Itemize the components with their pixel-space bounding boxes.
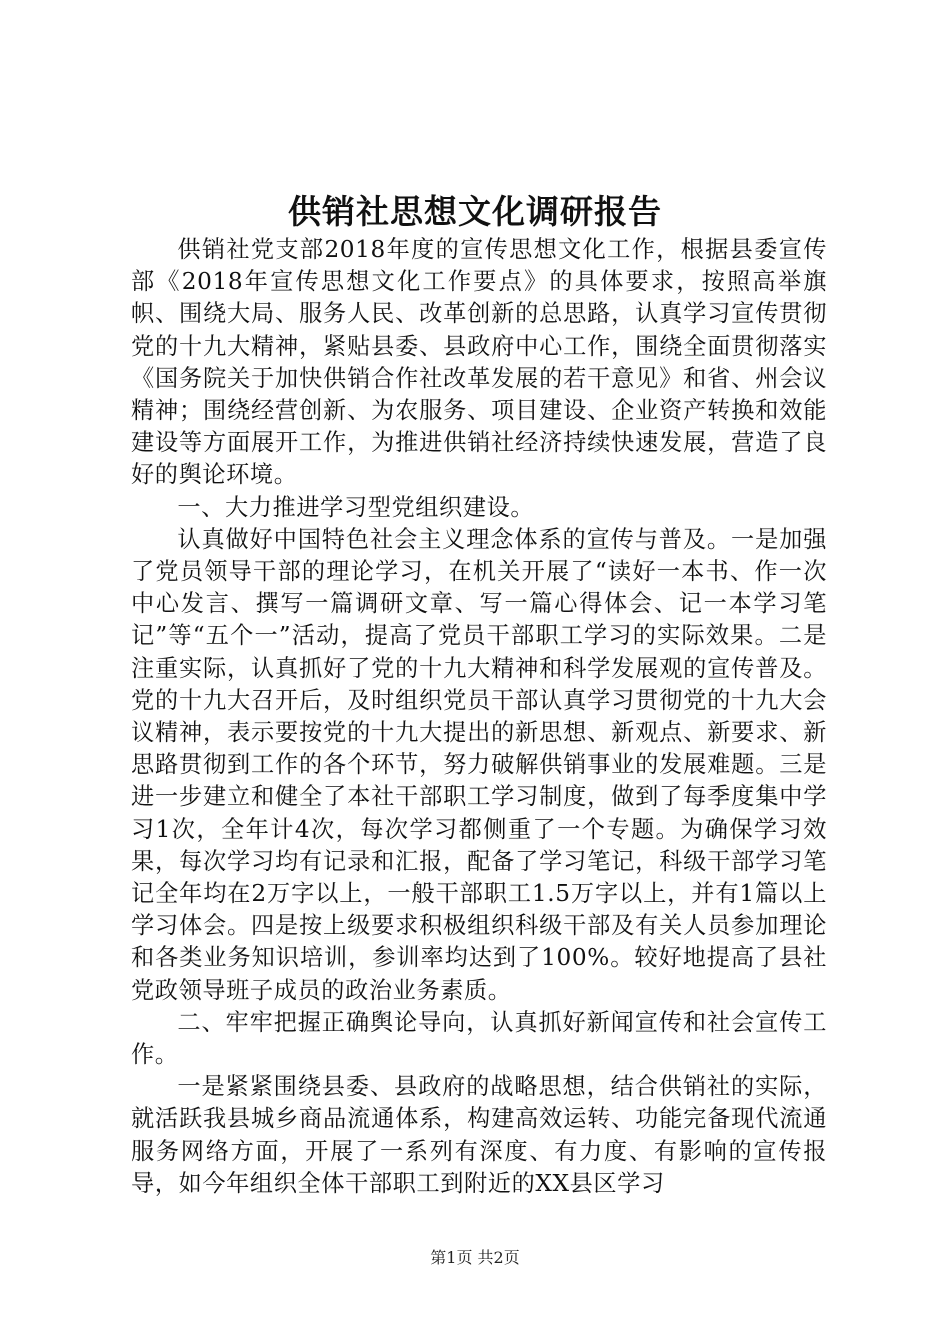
document-body (131, 234, 827, 1200)
paragraph-section-2: 一是紧紧围绕县委、县政府的战略思想，结合供销社的实际，就活跃我县城乡商品流通体系，构建高效运转、功能完备现代流通服务网络方面，开展了一系列有深度、有力度、有影响的宣传报导，如今年组织全体干部职工到附近的XX县区学习 (131, 1073, 827, 1197)
paragraph-intro: 供销社党支部2018年度的宣传思想文化工作，根据县委宣传部《2018年宣传思想文化工作要点》的具体要求，按照高举旗帜、围绕大局、服务人民、改革创新的总思路，认真学习宣传贯彻党的十九大精神，紧贴县委、县政府中心工作，围绕全面贯彻落实《国务院关于加快供销合作社改革发展的若干意见》和省、州会议精神；围绕经营创新、为农服务、项目建设、企业资产转换和效能建设等方面展开工作，为推进供销社经济持续快速发展，营造了良好的舆论环境。 (131, 236, 827, 489)
page-footer: 第1页 共2页 (430, 1248, 520, 1267)
section-heading-1: 一、大力推进学习型党组织建设。 (177, 493, 535, 521)
paragraph-section-1: 认真做好中国特色社会主义理念体系的宣传与普及。一是加强了党员领导干部的理论学习，在机关开展了“读好一本书、作一次中心发言、撰写一篇调研文章、写一篇心得体会、记一本学习笔记”等“五个一”活动，提高了党员干部职工学习的实际效果。二是注重实际，认真抓好了党的十九大精神和科学发展观的宣传普及。党的十九大召开后，及时组织党员干部认真学习贯彻党的十九大会议精神，表示要按党的十九大提出的新思想、新观点、新要求、新思路贯彻到工作的各个环节，努力破解供销事业的发展难题。三是进一步建立和健全了本社干部职工学习制度，做到了每季度集中学习1次，全年计4次，每次学习都侧重了一个专题。为确保学习效果，每次学习均有记录和汇报，配备了学习笔记，科级干部学习笔记全年均在2万字以上，一般干部职工1.5万字以上，并有1篇以上学习体会。四是按上级要求积极组织科级干部及有关人员参加理论和各类业务知识培训，参训率均达到了100%。较好地提高了县社党政领导班子成员的政治业务素质。 (131, 525, 827, 1004)
section-heading-2: 二、牢牢把握正确舆论导向，认真抓好新闻宣传和社会宣传工作。 (131, 1008, 827, 1069)
document-title: 供销社思想文化调研报告 (288, 192, 662, 231)
